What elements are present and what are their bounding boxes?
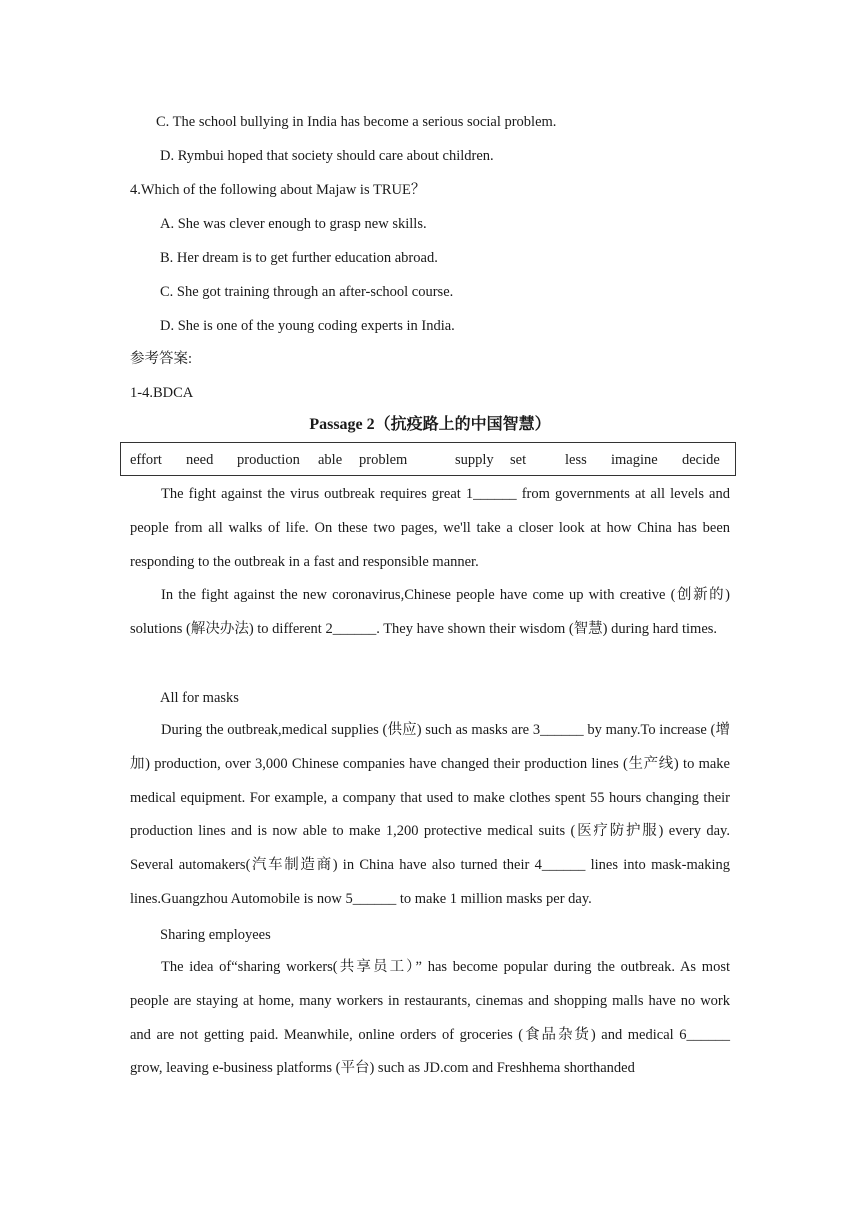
passage-body-1: [130, 478, 730, 579]
paragraph: In the fight against the new coronavirus,Chinese people have come up with creative (创新的) solutions (解决办法) to different 2______. They have shown their wisdom (智慧) during hard times.: [130, 587, 730, 637]
word-bank-item: need: [186, 452, 214, 468]
answer-value: 1-4.BDCA: [130, 385, 194, 401]
passage-body-3: [130, 714, 730, 917]
word-bank: [120, 442, 736, 476]
passage-body-4: [130, 951, 730, 1086]
q4-option-c: C. She got training through an after-school course.: [160, 284, 454, 300]
word-bank-item: imagine: [611, 452, 658, 468]
word-bank-item: able: [318, 452, 343, 468]
paragraph: During the outbreak,medical supplies (供应) such as masks are 3______ by many.To increase (增加) production, over 3,000 Chinese companies have changed their production lines (生产线) to make medical equipment. For example, a company that used to make clothes spent 55 hours changing their production lines and is now able to make 1,200 protective medical suits (医疗防护服) every day. Several automakers(汽车制造商) in China have also turned their 4______ lines into mask-making lines.Guangzhou Automobile is now 5______ to make 1 million masks per day.: [130, 722, 730, 907]
section-heading: All for masks: [160, 690, 239, 706]
word-bank-item: problem: [359, 452, 408, 468]
word-bank-item: effort: [130, 452, 162, 468]
word-bank-item: set: [510, 452, 527, 468]
passage-body-2: [130, 579, 730, 647]
word-bank-item: decide: [682, 452, 720, 468]
paragraph: The fight against the virus outbreak requires great 1______ from governments at all levels and people from all walks of life. On these two pages, we'll take a closer look at how China has been responding to the outbreak in a fast and responsible manner.: [130, 486, 730, 570]
q3-option-c: C. The school bullying in India has become a serious social problem.: [156, 114, 557, 130]
passage-title: Passage 2（抗疫路上的中国智慧）: [309, 416, 551, 433]
word-bank-item: less: [565, 452, 587, 468]
q4-stem: 4.Which of the following about Majaw is TRUE？: [130, 182, 426, 198]
q4-option-d: D. She is one of the young coding experts in India.: [160, 318, 455, 334]
word-bank-item: supply: [455, 452, 494, 468]
q4-option-b: B. Her dream is to get further education abroad.: [160, 250, 438, 266]
word-bank-item: production: [237, 452, 300, 468]
paragraph: The idea of“sharing workers(共享员工）” has become popular during the outbreak. As most people are staying at home, many workers in restaurants, cinemas and shopping malls have no work and are not getting paid. Meanwhile, online orders of groceries (食品杂货) and medical 6______ grow, leaving e-business platforms (平台) such as JD.com and Freshhema shorthanded: [130, 959, 730, 1077]
q4-option-a: A. She was clever enough to grasp new skills.: [160, 216, 427, 232]
section-heading: Sharing employees: [160, 927, 271, 943]
q3-option-d: D. Rymbui hoped that society should care about children.: [160, 148, 494, 164]
answer-label: 参考答案:: [130, 351, 193, 367]
